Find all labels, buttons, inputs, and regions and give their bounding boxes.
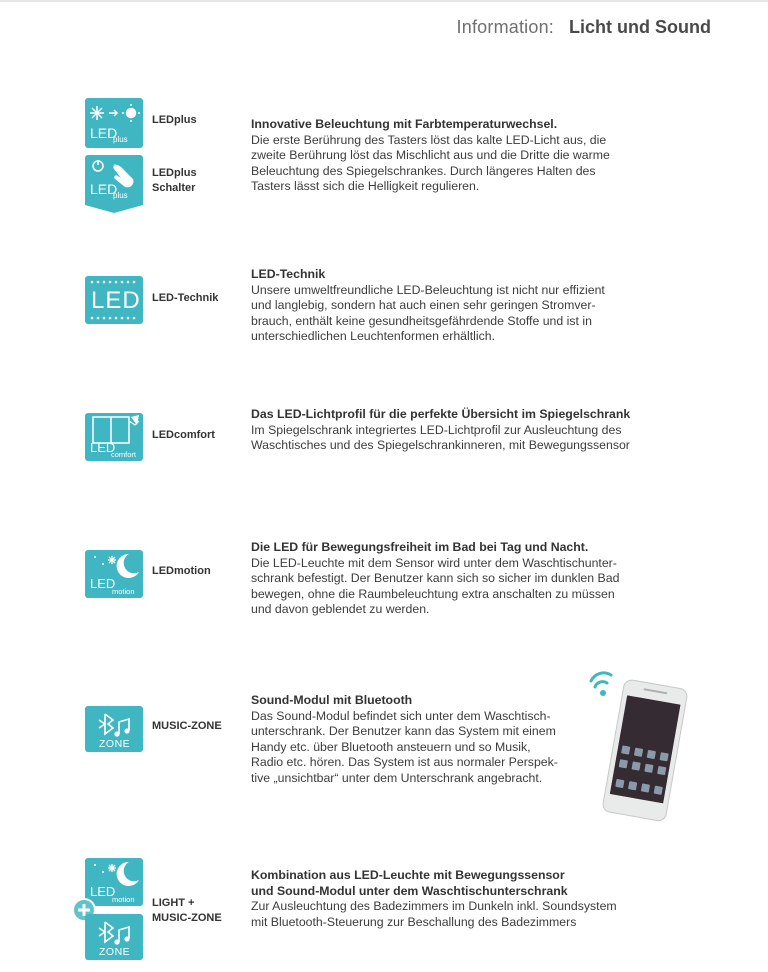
ledplus-label: LEDplus bbox=[152, 114, 197, 126]
music-zone-label: MUSIC-ZONE bbox=[152, 720, 222, 732]
light-music-zone-label: LIGHT + MUSIC-ZONE bbox=[152, 897, 222, 924]
light-music-zone-icon-text: ZONE bbox=[99, 946, 131, 958]
section-title: Sound-Modul mit Bluetooth bbox=[251, 693, 413, 707]
ledmotion-label: LEDmotion bbox=[152, 565, 211, 577]
ledplus-schalter-icon-sub: plus bbox=[113, 191, 128, 200]
ledplus-icon bbox=[85, 98, 143, 148]
light-motion-icon bbox=[85, 858, 143, 906]
section-title: LED-Technik bbox=[251, 267, 326, 281]
light-music-zone-icon bbox=[85, 914, 143, 960]
section-led-technik-text: LED-Technik Unsere umweltfreundliche LED-Beleuchtung ist nicht nur effizient und langlebig, sondern hat auch einen sehr geringen Stromver- brauch, enthält keine gesundheitsgefährdende Stoffe und ist in unterschiedlichen Leuchtenformen erhältlich. bbox=[251, 267, 691, 345]
ledcomfort-icon-sub: comfort bbox=[111, 450, 137, 459]
page-header bbox=[457, 17, 711, 38]
ledplus-icon-sub: plus bbox=[113, 135, 128, 144]
section-title: Die LED für Bewegungsfreiheit im Bad bei Tag und Nacht. bbox=[251, 540, 589, 554]
section-title: Das LED-Lichtprofil für die perfekte Übersicht im Spiegelschrank bbox=[251, 407, 631, 421]
section-music-zone-text: Sound-Modul mit Bluetooth Das Sound-Modul befindet sich unter dem Waschtisch- unterschrank. Der Benutzer kann das System mit einem Handy etc. über Bluetooth ansteuern und so Musik, Radio etc. hören. Das System ist aus normaler Perspek- tive „unsichtbar“ unter dem Unterschrank angebracht. bbox=[251, 693, 691, 787]
light-motion-icon-text: LED bbox=[90, 884, 116, 899]
ledmotion-icon bbox=[85, 550, 143, 598]
ledmotion-icon-sub: motion bbox=[112, 587, 135, 596]
header-label: Information: bbox=[456, 17, 554, 37]
ledplus-schalter-label: LEDplus Schalter bbox=[152, 167, 197, 194]
ledmotion-icon-text: LED bbox=[90, 576, 116, 591]
music-zone-icon bbox=[85, 706, 143, 752]
section-title-2: und Sound-Modul unter dem Waschtischunterschrank bbox=[251, 883, 568, 898]
section-title: Innovative Beleuchtung mit Farbtemperaturwechsel. bbox=[251, 117, 558, 131]
section-ledplus-text: Innovative Beleuchtung mit Farbtemperaturwechsel. Die erste Berührung des Tasters löst das kalte LED-Licht aus, die zweite Berührung löst das Mischlicht aus und die Dritte die warme Beleuchtung des Spiegelschrankes. Durch längeres Halten des Tasters lässt sich die Helligkeit regulieren. bbox=[251, 117, 691, 195]
top-divider bbox=[0, 0, 768, 2]
led-technik-icon-text: LED bbox=[91, 287, 141, 314]
led-technik-label: LED-Technik bbox=[152, 292, 219, 304]
ledplus-schalter-icon-text: LED bbox=[90, 181, 118, 197]
section-ledcomfort-text: Das LED-Lichtprofil für die perfekte Übersicht im Spiegelschrank Im Spiegelschrank integriertes LED-Lichtprofil zur Ausleuchtung des Waschtisches und des Spiegelschrankinneren, mit Bewegungssensor bbox=[251, 407, 691, 454]
light-motion-icon-sub: motion bbox=[112, 895, 135, 904]
section-ledmotion-text: Die LED für Bewegungsfreiheit im Bad bei Tag und Nacht. Die LED-Leuchte mit dem Sensor wird unter dem Waschtischunter- schrank befestigt. Der Benutzer kann sich so sicher im dunklen Bad bewegen, ohne die Raumbeleuchtung extra anschalten zu müssen und davon geblendet zu werden. bbox=[251, 540, 691, 618]
section-light-music-text: Kombination aus LED-Leuchte mit Bewegungssensor und Sound-Modul unter dem Waschtischunterschrank Zur Ausleuchtung des Badezimmers im Dunkeln inkl. Soundsystem mit Bluetooth-Steuerung zur Beschallung des Badezimmers bbox=[251, 868, 691, 930]
ledplus-icon-text: LED bbox=[90, 125, 118, 141]
music-zone-icon-text: ZONE bbox=[99, 738, 131, 750]
section-title: Kombination aus LED-Leuchte mit Bewegungssensor bbox=[251, 868, 565, 882]
ledcomfort-icon-text: LED bbox=[90, 440, 116, 455]
ledplus-schalter-icon bbox=[85, 155, 143, 213]
led-technik-icon bbox=[85, 276, 143, 324]
ledcomfort-icon bbox=[85, 413, 143, 461]
smartphone-bluetooth-image bbox=[583, 665, 689, 825]
ledcomfort-label: LEDcomfort bbox=[152, 429, 215, 441]
header-title: Licht und Sound bbox=[569, 17, 711, 37]
